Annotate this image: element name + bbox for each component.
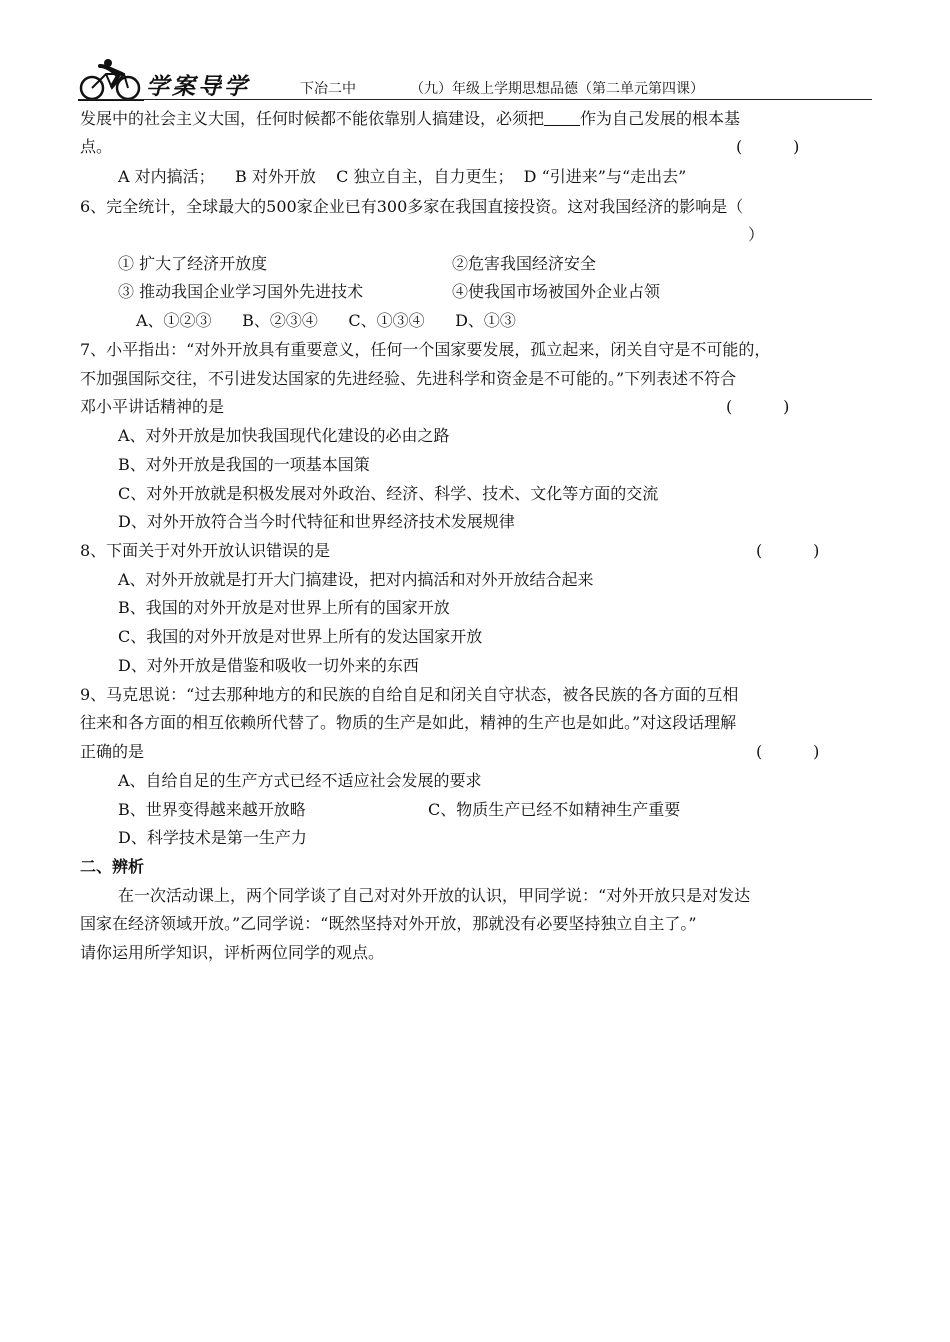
q8-option-b: B、我国的对外开放是对世界上所有的国家开放 <box>118 598 450 617</box>
q9-option-d: D、科学技术是第一生产力 <box>118 828 307 847</box>
q5-line1 <box>80 108 740 130</box>
q9-line1: 9、马克思说：“过去那种地方的和民族的自给自足和闭关自守状态，被各民族的各方面的互相 <box>80 685 739 704</box>
q8-option-c: C、我国的对外开放是对世界上所有的发达国家开放 <box>118 627 483 646</box>
page-header <box>78 58 872 102</box>
q7-option-b: B、对外开放是我国的一项基本国策 <box>118 455 370 474</box>
q9-line2: 往来和各方面的相互依赖所代替了。物质的生产是如此，精神的生产也是如此。”对这段话理解 <box>80 713 737 732</box>
q6-stem: 6、完全统计，全球最大的500家企业已有300多家在我国直接投资。这对我国经济的影响是（ <box>80 197 744 216</box>
q6-choices: A、①②③ B、②③④ C、①③④ D、①③ <box>136 311 516 330</box>
section-2-title: 二、辨析 <box>80 857 145 876</box>
q7-option-a: A、对外开放是加快我国现代化建设的必由之路 <box>118 426 450 445</box>
course-title: （九）年级上学期思想品德（第二单元第四课） <box>410 81 704 97</box>
q8-answer-paren: ( ) <box>756 541 820 560</box>
q6-option-4: ④使我国市场被国外企业占领 <box>452 282 661 301</box>
q9-answer-paren: ( ) <box>756 742 820 761</box>
q6-option-3: ③ 推动我国企业学习国外先进技术 <box>118 282 364 301</box>
q7-line3: 邓小平讲话精神的是 <box>80 397 225 416</box>
q7-answer-paren: ( ) <box>726 397 790 416</box>
q9-option-b: B、世界变得越来越开放略 <box>118 800 306 819</box>
logo-title: 学案导学 <box>146 73 250 100</box>
section-2-line3: 请你运用所学知识，评析两位同学的观点。 <box>80 943 385 962</box>
q6-option-2: ②危害我国经济安全 <box>452 254 597 273</box>
school-name: 下冶二中 <box>300 81 356 97</box>
q6-paren-close: ） <box>748 225 765 244</box>
q6-option-1: ① 扩大了经济开放度 <box>118 254 268 273</box>
q8-option-d: D、对外开放是借鉴和吸收一切外来的东西 <box>118 656 419 675</box>
q7-line2: 不加强国际交往，不引进发达国家的先进经验、先进科学和资金是不可能的。”下列表述不符合 <box>80 369 737 388</box>
section-2-line1: 在一次活动课上，两个同学谈了自己对对外开放的认识，甲同学说：“对外开放只是对发达 <box>118 886 751 905</box>
q5-text-b: 作为自己发展的根本基 <box>580 109 741 128</box>
q5-answer-paren: ( ) <box>736 137 800 156</box>
q9-line3: 正确的是 <box>80 742 145 761</box>
cyclist-logo-icon <box>78 58 144 102</box>
q9-option-a: A、自给自足的生产方式已经不适应社会发展的要求 <box>118 771 482 790</box>
q7-option-c: C、对外开放就是积极发展对外政治、经济、科学、技术、文化等方面的交流 <box>118 484 659 503</box>
q8-stem: 8、下面关于对外开放认识错误的是 <box>80 541 331 560</box>
section-2-line2: 国家在经济领域开放。”乙同学说：“既然坚持对外开放，那就没有必要坚持独立自主了。” <box>80 914 697 933</box>
q7-line1: 7、小平指出：“对外开放具有重要意义，任何一个国家要发展，孤立起来，闭关自守是不可能的， <box>80 340 771 359</box>
q7-option-d: D、对外开放符合当今时代特征和世界经济技术发展规律 <box>118 512 515 531</box>
q5-blank <box>544 109 580 126</box>
header-rule <box>78 99 872 100</box>
q5-options: A 对内搞活； B 对外开放 C 独立自主，自力更生； D “引进来”与“走出去” <box>118 167 687 186</box>
q5-text-a: 发展中的社会主义大国，任何时候都不能依靠别人搞建设，必须把 <box>80 109 545 128</box>
q5-line2: 点。 <box>80 137 113 156</box>
q8-option-a: A、对外开放就是打开大门搞建设，把对内搞活和对外开放结合起来 <box>118 570 594 589</box>
q9-option-c: C、物质生产已经不如精神生产重要 <box>428 800 681 819</box>
